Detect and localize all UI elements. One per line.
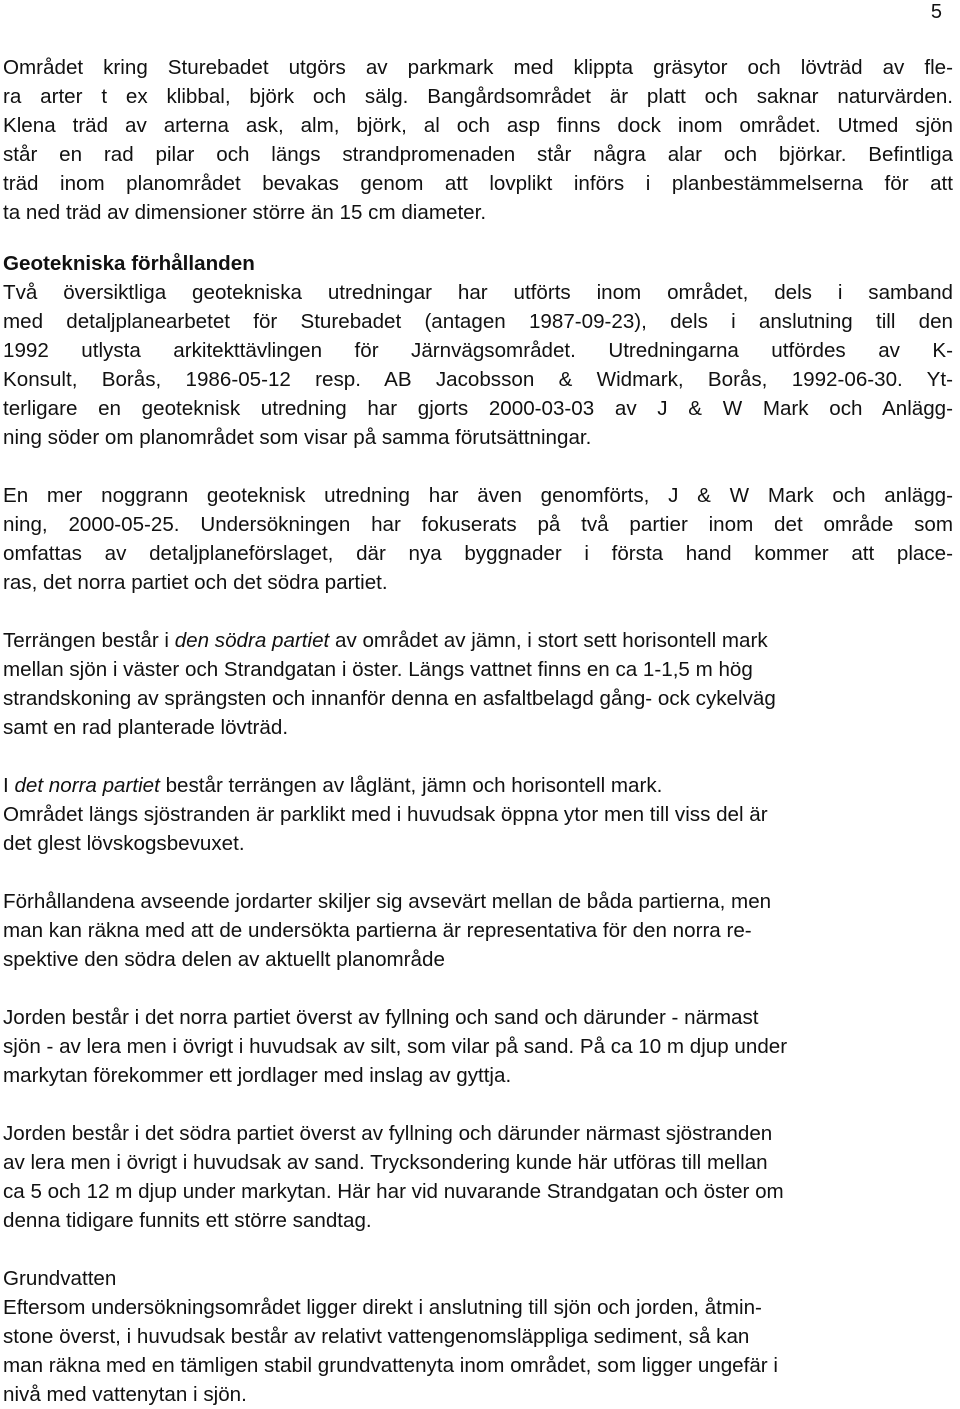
text-line: I det norra partiet består terrängen av låglänt, jämn och horisontell mark. — [3, 774, 663, 797]
text-line: Konsult, Borås, 1986-05-12 resp. AB Jacobsson & Widmark, Borås, 1992-06-30. Yt- — [3, 368, 953, 391]
text-line: man kan räkna med att de undersökta partierna är representativa för den norra re- — [3, 919, 752, 942]
text-line: av lera men i övrigt i huvudsak av sand. Trycksondering kunde här utföras till mellan — [3, 1151, 768, 1174]
text-line: Jorden består i det södra partiet överst av fyllning och därunder närmast sjöstranden — [3, 1122, 773, 1145]
text-line: ca 5 och 12 m djup under markytan. Här har vid nuvarande Strandgatan och öster om — [3, 1180, 784, 1203]
text-line: Området kring Sturebadet utgörs av parkmark med klippta gräsytor och lövträd av fle- — [3, 56, 953, 79]
text-line: man räkna med en tämligen stabil grundvattenyta inom området, som ligger ungefär i — [3, 1354, 778, 1377]
text-line: ra arter t ex klibbal, björk och sälg. Bangårdsområdet är platt och saknar naturvärden. — [3, 85, 953, 108]
text-line: Eftersom undersökningsområdet ligger direkt i anslutning till sjön och jorden, åtmin- — [3, 1296, 762, 1319]
paragraph-northern-soil — [3, 1003, 953, 1090]
text-line: Området längs sjöstranden är parklikt med i huvudsak öppna ytor men till viss del är — [3, 803, 768, 826]
paragraph-detailed-study — [3, 481, 953, 597]
text-line: Förhållandena avseende jordarter skiljer sig avsevärt mellan de båda partierna, men — [3, 890, 772, 913]
section-heading-geotechnics: Geotekniska förhållanden — [3, 252, 255, 275]
text-line: Jorden består i det norra partiet överst av fyllning och sand och därunder - närmast — [3, 1006, 759, 1029]
text-line: strandskoning av sprängsten och innanför denna en asfaltbelagd gång- ock cykelväg — [3, 687, 776, 710]
text-line: ning, 2000-05-25. Undersökningen har fokuserats på två partier inom det område som — [3, 513, 953, 536]
text-line: ras, det norra partiet och det södra partiet. — [3, 571, 388, 594]
body-text — [3, 53, 953, 1409]
section-heading-groundwater: Grundvatten — [3, 1267, 117, 1290]
text-line: omfattas av detaljplaneförslaget, där nya byggnader i första hand kommer att place- — [3, 542, 953, 565]
paragraph-geotechnical-studies — [3, 278, 953, 452]
text-line: terligare en geoteknisk utredning har gjorts 2000-03-03 av J & W Mark och Anlägg- — [3, 397, 953, 420]
text-line: nivå med vattenytan i sjön. — [3, 1383, 247, 1406]
paragraph-southern-soil — [3, 1119, 953, 1235]
text-line: träd inom planområdet bevakas genom att lovplikt införs i planbestämmelserna för att — [3, 172, 953, 195]
text-line: står en rad pilar och längs strandpromenaden står några alar och björkar. Befintliga — [3, 143, 953, 166]
text-line: Två översiktliga geotekniska utredningar har utförts inom området, dels i samband — [3, 281, 953, 304]
text-line: spektive den södra delen av aktuellt planområde — [3, 948, 445, 971]
text-line: sjön - av lera men i övrigt i huvudsak av silt, som vilar på sand. På ca 10 m djup under — [3, 1035, 788, 1058]
text-line: ta ned träd av dimensioner större än 15 cm diameter. — [3, 201, 487, 224]
text-line: mellan sjön i väster och Strandgatan i öster. Längs vattnet finns en ca 1-1,5 m hög — [3, 658, 753, 681]
text-line: markytan förekommer ett jordlager med inslag av gyttja. — [3, 1064, 512, 1087]
text-line: samt en rad planterade lövträd. — [3, 716, 289, 739]
text-line: stone överst, i huvudsak består av relativt vattengenomsläppliga sediment, så kan — [3, 1325, 750, 1348]
text-line: med detaljplanearbetet för Sturebadet (antagen 1987-09-23), dels i anslutning till den — [3, 310, 953, 333]
paragraph-southern-part — [3, 626, 953, 742]
paragraph-vegetation — [3, 53, 953, 227]
paragraph-groundwater — [3, 1293, 953, 1409]
text-line: det glest lövskogsbevuxet. — [3, 832, 245, 855]
text-line: Klena träd av arterna ask, alm, björk, al och asp finns dock inom området. Utmed sjön — [3, 114, 953, 137]
text-line: 1992 utlysta arkitekttävlingen för Järnvägsområdet. Utredningarna utfördes av K- — [3, 339, 953, 362]
page-number: 5 — [930, 1, 942, 23]
text-line: ning söder om planområdet som visar på samma förutsättningar. — [3, 426, 592, 449]
text-line: En mer noggrann geoteknisk utredning har även genomförts, J & W Mark och anlägg- — [3, 484, 953, 507]
paragraph-soil-conditions — [3, 887, 953, 974]
text-line: denna tidigare funnits ett större sandtag. — [3, 1209, 372, 1232]
text-line: Terrängen består i den södra partiet av området av jämn, i stort sett horisontell mark — [3, 629, 768, 652]
paragraph-northern-part — [3, 771, 953, 858]
